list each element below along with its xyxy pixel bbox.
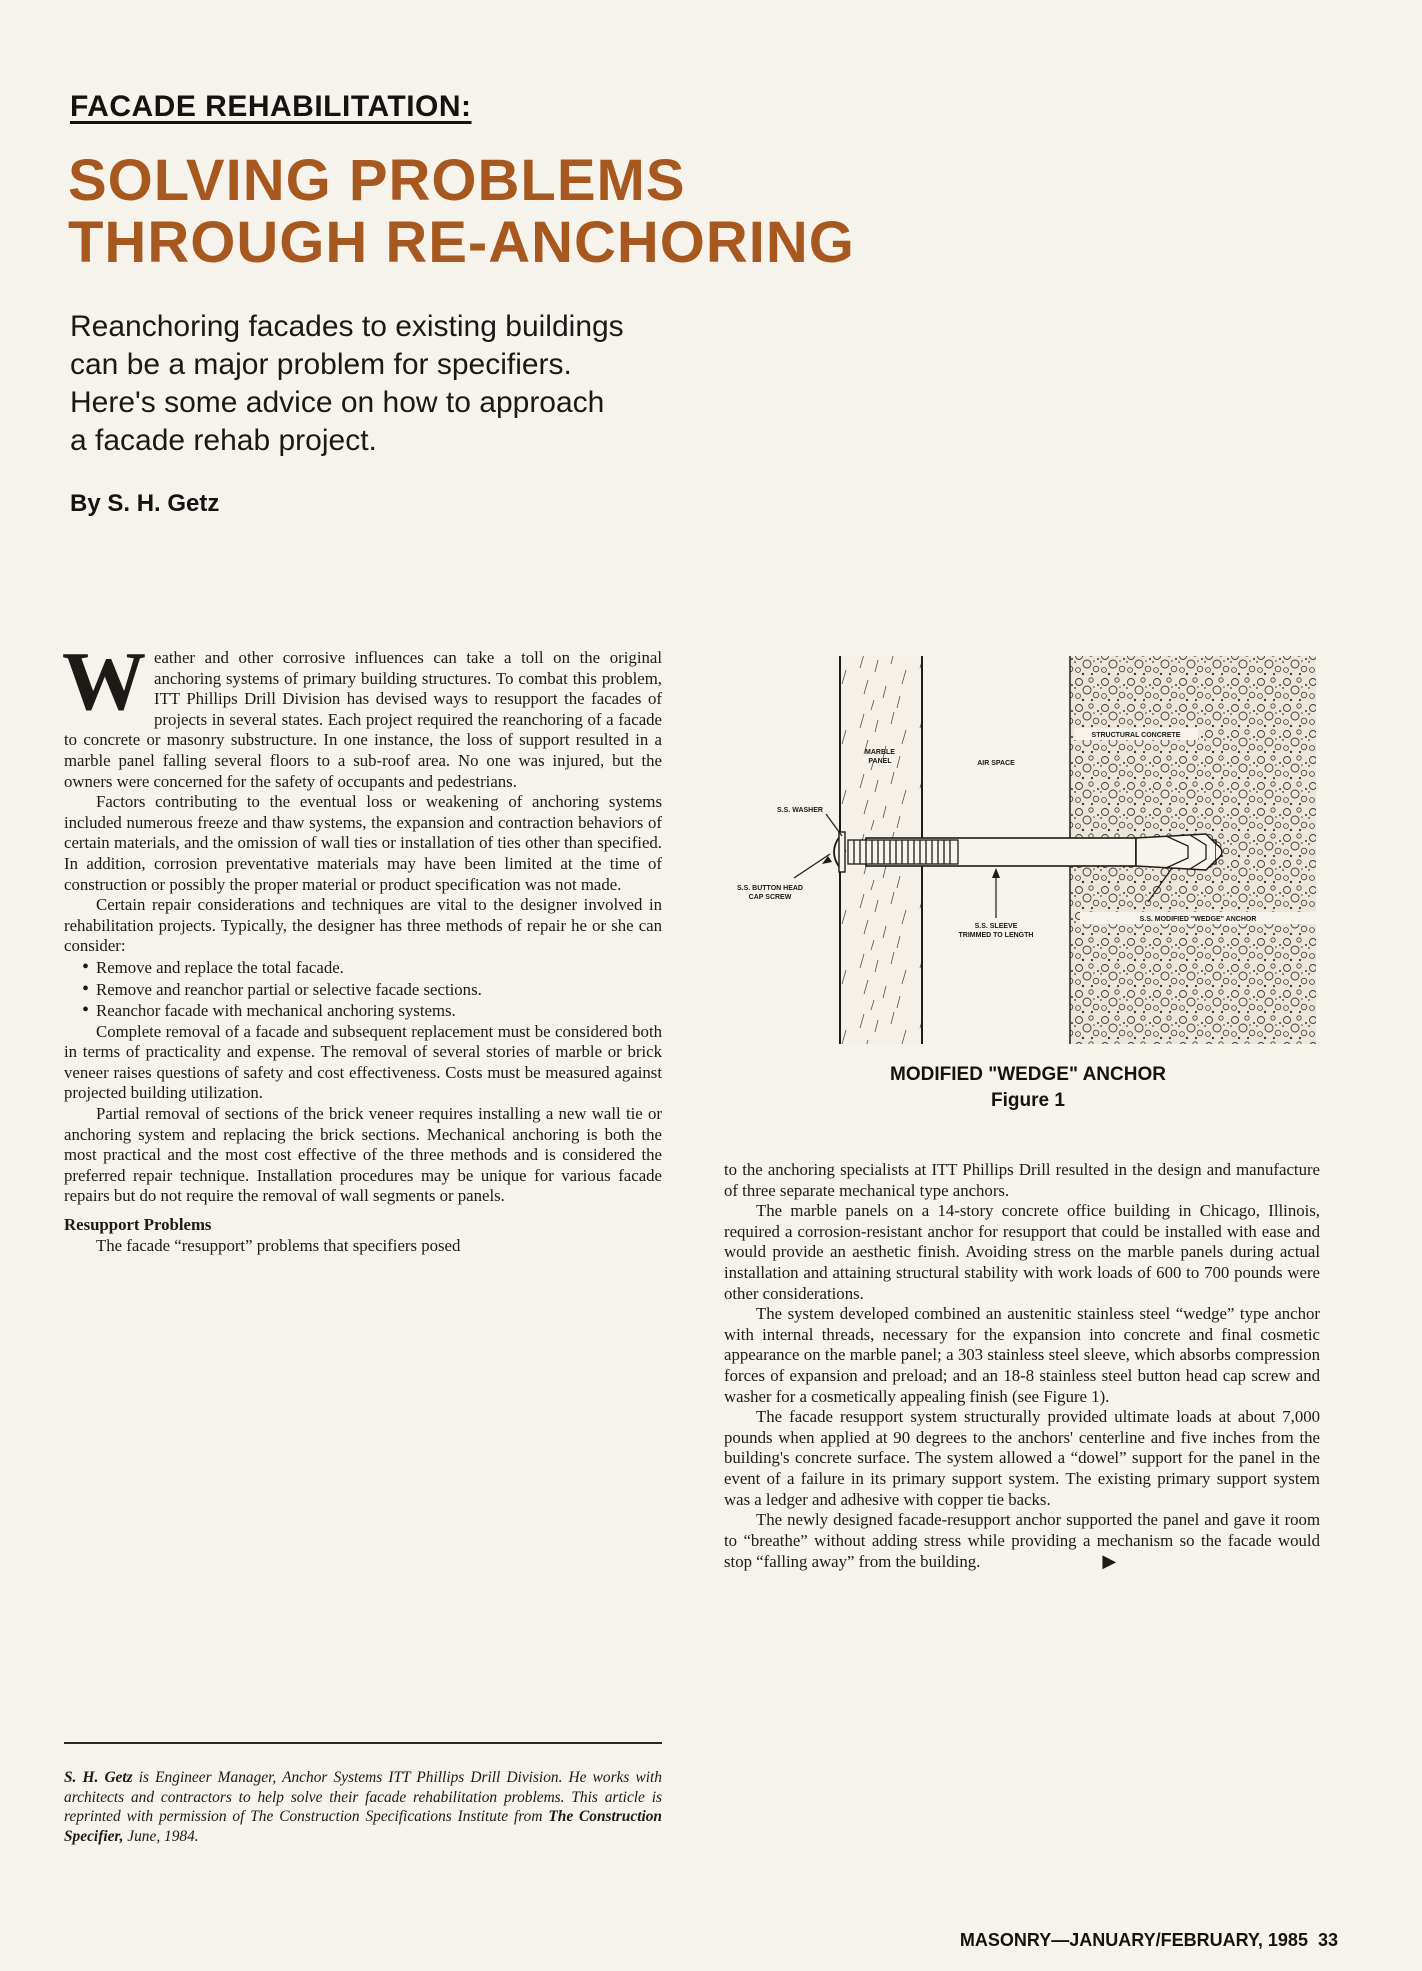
bullet-icon: • xyxy=(82,999,90,1022)
section-kicker: FACADE REHABILITATION: xyxy=(70,90,472,123)
footnote-author: S. H. Getz xyxy=(64,1769,133,1786)
body-paragraph xyxy=(724,1510,1320,1573)
page-footer xyxy=(960,1930,1338,1951)
body-paragraph: Complete removal of a facade and subsequent replacement must be considered both in terms of practicality and expense. The removal of several stories of marble or brick veneer raises questions of safety and cost effectiveness. Costs must be measured against projected building utilization. xyxy=(64,1021,662,1103)
label-sleeve: S.S. SLEEVE xyxy=(974,923,1018,930)
footnote-source: The Construction Specifier, xyxy=(64,1808,662,1845)
anchor-diagram xyxy=(736,650,1320,1050)
bullet-text: Remove and replace the total facade. xyxy=(96,957,344,977)
label-cap-screw: S.S. BUTTON HEAD xyxy=(737,885,803,892)
intro-text: eather and other corrosive influences can take a toll on the original anchoring systems of primary building structures. To combat this problem, ITT Phillips Drill Division has devised ways to resupport the facades of projects in several states. Each project required the reanchoring of a facade to concrete or masonry substructure. In one instance, the loss of support resulted in a marble panel falling several floors to a sub-roof area. No one was injured, but the owners were concerned for the safety of occupants and pedestrians. xyxy=(64,648,662,791)
wedge-anchor xyxy=(1136,834,1216,870)
bullet-item xyxy=(64,1000,662,1022)
label-marble-panel: MARBLE xyxy=(865,749,895,756)
author-footnote xyxy=(64,1768,662,1846)
deck-line: Reanchoring facades to existing buildings xyxy=(70,310,624,343)
continued-arrow-icon: ▶ xyxy=(1102,1551,1117,1572)
closing-text: The newly designed facade-resupport anchor supported the panel and gave it room to “breathe” without adding stress while providing a mechanism so the facade would stop “falling away” from the building. xyxy=(724,1510,1320,1572)
deck-line: a facade rehab project. xyxy=(70,424,377,457)
bullet-item xyxy=(64,957,662,979)
bullet-icon: • xyxy=(82,955,90,978)
footnote-rule xyxy=(64,1742,662,1744)
deck xyxy=(70,308,770,460)
bullet-text: Remove and reanchor partial or selective facade sections. xyxy=(96,979,482,999)
label-sleeve: TRIMMED TO LENGTH xyxy=(958,932,1034,939)
figure-number: Figure 1 xyxy=(991,1090,1065,1111)
label-washer: S.S. WASHER xyxy=(777,807,823,814)
bullet-text: Reanchor facade with mechanical anchoring systems. xyxy=(96,1001,456,1021)
label-structural-concrete: STRUCTURAL CONCRETE xyxy=(1091,732,1181,739)
bullet-icon: • xyxy=(82,977,90,1000)
body-paragraph: The facade resupport system structurally provided ultimate loads at about 7,000 pounds when applied at 90 degrees to the anchors' centerline and five inches from the building's concrete surface. The system allowed a “dowel” support for the panel in the event of a failure in its primary support system. The existing primary support system was a ledger and adhesive with copper tie backs. xyxy=(724,1407,1320,1509)
page-number: 33 xyxy=(1317,1930,1338,1950)
body-paragraph: The system developed combined an austenitic stainless steel “wedge” type anchor with internal threads, necessary for the expansion into concrete and final cosmetic appearance on the marble panel; a 303 stainless steel sleeve, which absorbs compression forces of expansion and preload; and an 18-8 stainless steel button head cap screw and washer for a cosmetically appealing finish (see Figure 1). xyxy=(724,1304,1320,1406)
deck-line: can be a major problem for specifiers. xyxy=(70,348,572,381)
washer xyxy=(839,832,845,872)
body-paragraph: Partial removal of sections of the brick veneer requires installing a new wall tie or anchoring system and replacing the brick sections. Mechanical anchoring is both the most practical and the most cost effective of the three methods and is considered the preferred repair technique. Installation procedures may be unique for various facade repairs but do not require the removal of wall segments or panels. xyxy=(64,1104,662,1206)
body-paragraph: to the anchoring specialists at ITT Phillips Drill resulted in the design and manufacture of three separate mechanical type anchors. xyxy=(724,1160,1320,1200)
footnote-date: June, 1984. xyxy=(123,1827,199,1845)
label-cap-screw: CAP SCREW xyxy=(748,894,792,901)
figure-caption-title: MODIFIED "WEDGE" ANCHOR xyxy=(890,1064,1166,1085)
right-column xyxy=(724,1160,1320,1573)
subhead: Resupport Problems xyxy=(64,1215,212,1235)
drop-cap: W xyxy=(62,635,146,728)
label-marble-panel: PANEL xyxy=(868,758,892,765)
intro-paragraph xyxy=(62,635,662,792)
label-air-space: AIR SPACE xyxy=(977,760,1015,767)
label-wedge-anchor: S.S. MODIFIED "WEDGE" ANCHOR xyxy=(1139,916,1257,923)
page-title xyxy=(68,150,1268,274)
body-paragraph: Factors contributing to the eventual loss or weakening of anchoring systems included numerous freeze and thaw systems, the expansion and contraction behaviors of certain materials, and the omission of wall ties or installation of ties other than specified. In addition, corrosion preventative materials may have been limited at the time of construction or possibly the proper material or product specification was not made. xyxy=(64,792,662,894)
publication-line: MASONRY—JANUARY/FEBRUARY, 1985 xyxy=(959,1930,1308,1950)
body-paragraph: Certain repair considerations and techniques are vital to the designer involved in rehabilitation projects. Typically, the designer has three methods of repair he or she can consider: xyxy=(64,895,662,956)
title-line: SOLVING PROBLEMS xyxy=(68,148,686,213)
bullet-item xyxy=(64,979,662,1001)
title-line: THROUGH RE-ANCHORING xyxy=(68,210,855,275)
deck-line: Here's some advice on how to approach xyxy=(70,386,605,419)
left-column xyxy=(62,635,662,1256)
byline: By S. H. Getz xyxy=(70,490,220,517)
footnote-text: is Engineer Manager, Anchor Systems ITT Phillips Drill Division. He works with architects and contractors to help solve their facade rehabilitation problems. This article is reprinted with permission of The Construction Specifications Institute from xyxy=(64,1769,663,1825)
body-paragraph: The facade “resupport” problems that specifiers posed xyxy=(96,1235,461,1255)
body-paragraph: The marble panels on a 14-story concrete office building in Chicago, Illinois, required a corrosion-resistant anchor for resupport that could be installed with ease and would provide an aesthetic finish. Avoiding stress on the marble panels during actual installation and attaining structural stability with work loads of 600 to 700 pounds were other considerations. xyxy=(724,1201,1320,1303)
figure-caption xyxy=(736,1062,1320,1114)
cap-screw-threads xyxy=(848,840,958,864)
